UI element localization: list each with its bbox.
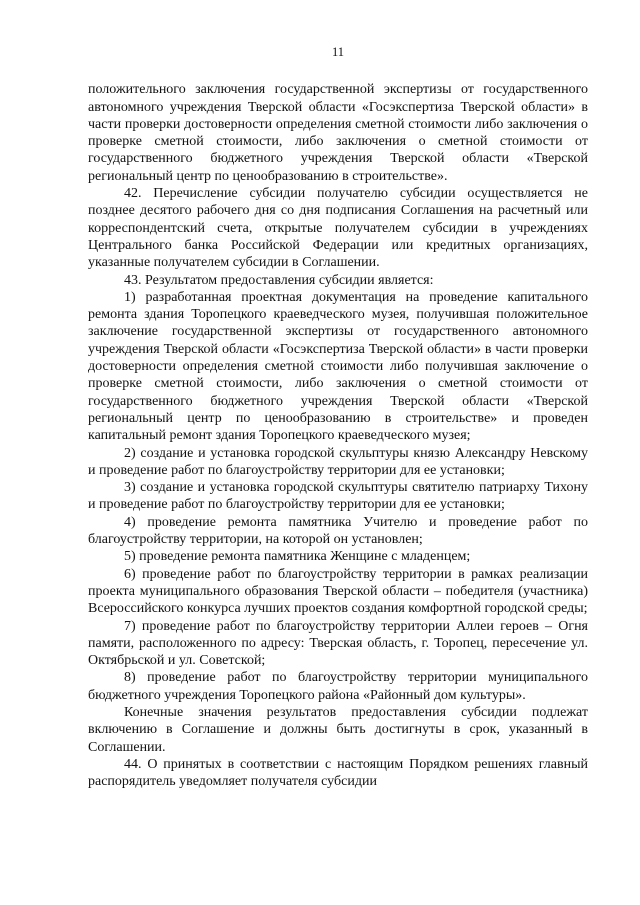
list-item-2: 2) создание и установка городской скульптуры князю Александру Невскому и проведение работ по благоустройству территории для ее установки;: [88, 445, 588, 478]
list-item-6: 6) проведение работ по благоустройству территории в рамках реализации проекта муниципального образования Тверской области – победителя (участника) Всероссийского конкурса лучших проектов создания комфортной городской среды;: [88, 566, 588, 617]
paragraph-43: 43. Результатом предоставления субсидии является:: [124, 272, 434, 288]
list-item-4: 4) проведение ремонта памятника Учителю и проведение работ по благоустройству территории, на которой он установлен;: [88, 514, 588, 548]
paragraph-42: 42. Перечисление субсидии получателю субсидии осуществляется не позднее десятого рабочего дня со дня подписания Соглашения на расчетный или корреспондентский счета, открытые получателем субсидии в учреждениях Центрального банка Российской Федерации или кредитных организациях, указанные получателем субсидии в Соглашении.: [88, 186, 588, 271]
paragraph-final-values: Конечные значения результатов предоставления субсидии подлежат включению в Соглашение и должны быть достигнуты в срок, указанный в Соглашении.: [88, 704, 588, 755]
list-item-5: 5) проведение ремонта памятника Женщине с младенцем;: [124, 549, 471, 565]
list-item-8: 8) проведение работ по благоустройству территории муниципального бюджетного учреждения Торопецкого района «Районный дом культуры».: [88, 670, 588, 703]
page-number: 11: [331, 45, 345, 59]
paragraph-continuation: положительного заключения государственной экспертизы от государственного автономного учреждения Тверской области «Госэкспертиза Тверской области» в части проверки достоверности определения сметной стоимости либо заключения о проверке сметной стоимости, либо заключения о сметной стоимости от государственного бюджетного учреждения Тверской области «Тверской региональный центр по ценообразованию в строительстве».: [88, 82, 588, 184]
list-item-7: 7) проведение работ по благоустройству территории Аллеи героев – Огня памяти, расположенного по адресу: Тверская область, г. Торопец, пересечение ул. Октябрьской и ул. Советской;: [88, 618, 588, 669]
paragraph-44: 44. О принятых в соответствии с настоящим Порядком решениях главный распорядитель уведомляет получателя субсидии: [88, 756, 588, 790]
list-item-1: 1) разработанная проектная документация на проведение капитального ремонта здания Торопецкого краеведческого музея, получившая положительное заключение государственной экспертизы от государственного автономного учреждения Тверской области «Госэкспертиза Тверской области» в части проверки достоверности определения сметной стоимости либо получившая заключение о проверке сметной стоимости, либо заключения о сметной стоимости от государственного бюджетного учреждения Тверской области «Тверской региональный центр по ценообразованию в строительстве» и проведен капитальный ремонт здания Торопецкого краеведческого музея;: [88, 289, 588, 444]
list-item-3: 3) создание и установка городской скульптуры святителю патриарху Тихону и проведение работ по благоустройству территории для ее установки;: [88, 480, 588, 513]
